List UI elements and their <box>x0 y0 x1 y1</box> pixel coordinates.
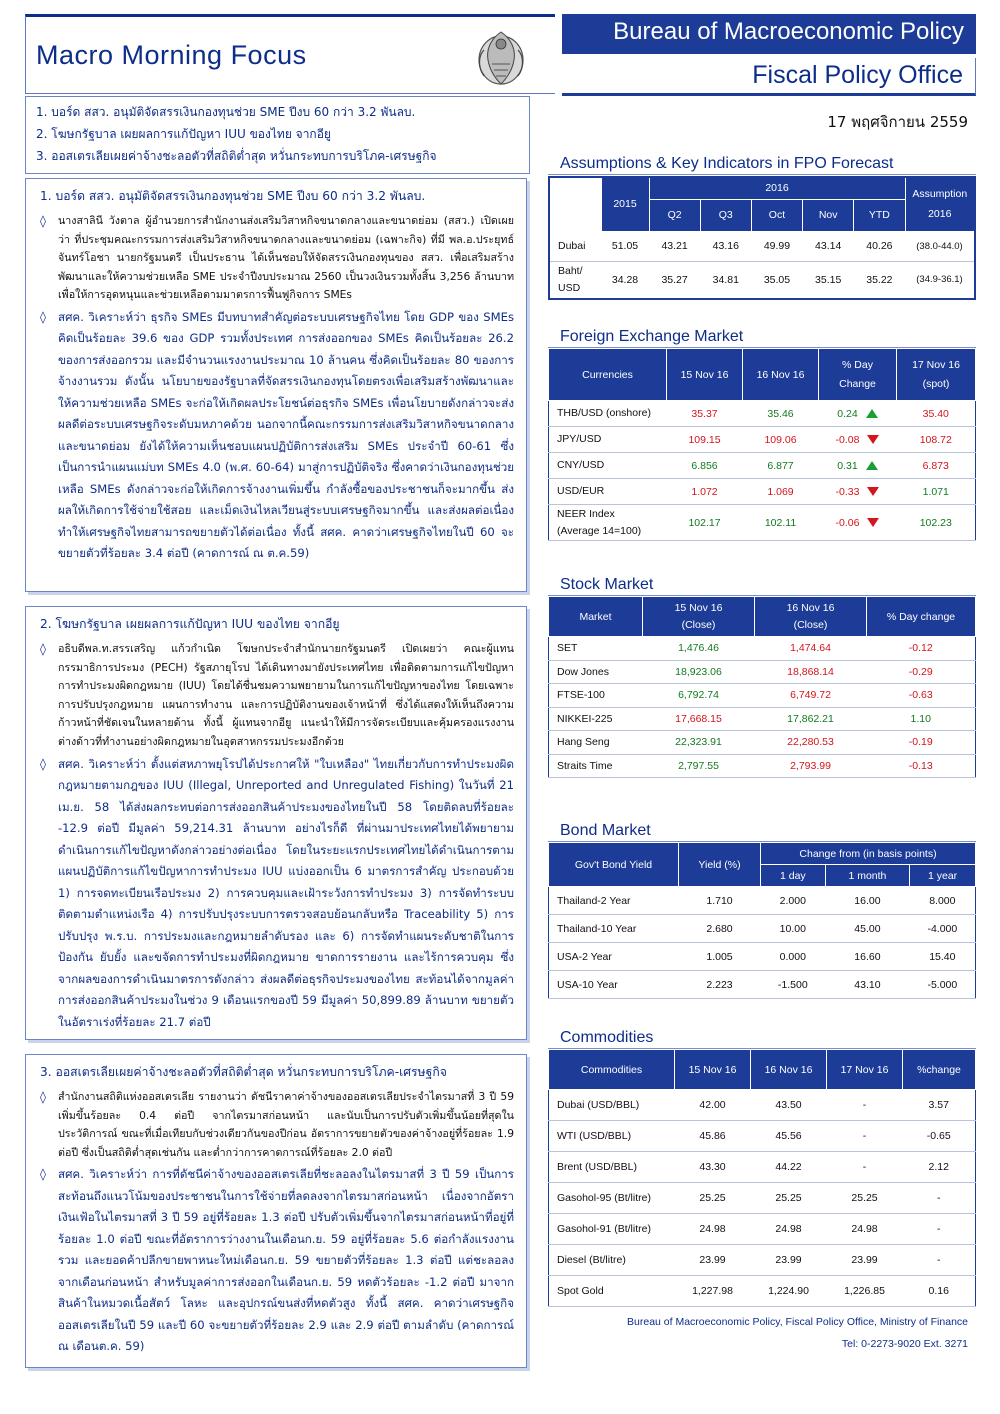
cell: 22,280.53 <box>755 731 867 755</box>
col-header: 17 Nov 16 (spot) <box>897 349 976 401</box>
cell: 23.99 <box>827 1245 903 1276</box>
table-row <box>549 637 976 661</box>
row-label: SET <box>549 637 643 661</box>
cell: -0.13 <box>867 754 976 778</box>
table-row <box>549 707 976 731</box>
cell: -0.08 <box>819 427 897 453</box>
row-label: Spot Gold <box>549 1276 675 1307</box>
table-row <box>549 971 976 999</box>
cell: 102.17 <box>667 505 743 541</box>
row-label: WTI (USD/BBL) <box>549 1121 675 1152</box>
cell: 0.31 <box>819 453 897 479</box>
row-label: Diesel (Bt/litre) <box>549 1245 675 1276</box>
arrow-up-icon <box>866 409 878 418</box>
diamond-bullet-icon: ◊ <box>40 1167 46 1182</box>
cell: -0.12 <box>867 637 976 661</box>
table-row <box>549 943 976 971</box>
assumptions-table <box>548 176 976 300</box>
cell: -1.500 <box>761 971 826 999</box>
cell: -4.000 <box>910 915 976 943</box>
news-analysis: ◊ สศค. วิเคราะห์ว่า การที่ดัชนีค่าจ้างของออสเตรเลียที่ชะลอลงในไตรมาสที่ 3 ปี 59 เป็นการสะท้อนถึงแนวโน้มของประชาชนในการใช้จ่ายที่ลดลงจากไตรมาสก่อนหน้า เนื่องจากอัตราเงินเฟ้อในไตรมาสที่ 3 ปี 59 อยู่ที่ร้อยละ 1.3 ต่อปี ปรับตัวเพิ่มขึ้นจากไตรมาสก่อนหน้าที่อยู่ที่ร้อยละ 1.0 ต่อปี ขณะที่อัตราการว่างงานในเดือนก.ย. 59 อยู่ที่ร้อยละ 5.6 ต่อกำลังแรงงานรวม และยอดค้าปลีกขายพาหนะใหม่เดือนก.ย. 59 ขยายตัวที่ร้อยละ 1.3 ต่อปี แต่ชะลอลงจากเดือนก่อนหน้า สำหรับมูลค่าการส่งออกในเดือนก.ย. 59 หดตัวร้อยละ -1.2 ต่อปี มาจากสินค้าในหมวดเนื้อสัตว์ โลหะ และอุปกรณ์ขนส่งที่หดตัวสูง ทั้งนี้ สศค. คาดว่าเศรษฐกิจออสเตรเลียในปี 59 และปี 60 จะขยายตัวที่ร้อยละ 2.9 และ 2.9 ต่อปี ตามลำดับ (คาดการณ์ ณ เดือนต.ค. 59) <box>40 1164 514 1358</box>
arrow-down-icon <box>867 518 879 527</box>
diamond-bullet-icon: ◊ <box>40 642 46 656</box>
assumptions-title: Assumptions & Key Indicators in FPO Forecast <box>560 155 894 172</box>
table-row <box>549 231 975 261</box>
footer-organization: Bureau of Macroeconomic Policy, Fiscal Policy Office, Ministry of Finance <box>627 1316 968 1328</box>
cell: 10.00 <box>761 915 826 943</box>
cell: 43.16 <box>700 231 751 261</box>
row-label: USA-2 Year <box>549 943 679 971</box>
cell: - <box>827 1152 903 1183</box>
row-label: USA-10 Year <box>549 971 679 999</box>
cell: 49.99 <box>751 231 802 261</box>
col-header: % Day change <box>867 597 976 637</box>
news-fact: ◊ สำนักงานสถิติแห่งออสเตรเลีย รายงานว่า ดัชนีราคาค่าจ้างของออสเตรเลียประจำไตรมาสที่ 3 ปี 59 เพิ่มขึ้นร้อยละ 0.4 ต่อปี จากไตรมาสก่อนหน้า และนับเป็นการปรับตัวเพิ่มขึ้นน้อยที่สุดในประวัติการณ์ ขณะที่เมื่อเทียบกับช่วงเดียวกันของปีก่อน อัตราการขยายตัวของค่าจ้างอยู่ที่ร้อยละ 1.9 ต่อปี ซึ่งเป็นสถิติต่ำสุดเช่นกัน และต่ำกว่าการคาดการณ์ที่ร้อยละ 2.0 ต่อปี <box>40 1090 514 1159</box>
row-label: USD/EUR <box>549 479 667 505</box>
cell: 23.99 <box>751 1245 827 1276</box>
table-row <box>549 427 976 453</box>
commodities-title: Commodities <box>560 1029 654 1046</box>
table-row <box>549 453 976 479</box>
cell: -0.33 <box>819 479 897 505</box>
cell: 6.873 <box>897 453 976 479</box>
row-label: Gasohol-95 (Bt/litre) <box>549 1183 675 1214</box>
col-header: 1 day <box>761 865 826 887</box>
table-row <box>549 731 976 755</box>
row-label: JPY/USD <box>549 427 667 453</box>
bureau-banner <box>562 14 976 54</box>
table-row <box>549 887 976 915</box>
cell: 35.15 <box>815 273 842 286</box>
cell: 25.25 <box>675 1183 751 1214</box>
bond-table <box>548 842 976 999</box>
col-header: Change from (in basis points) <box>761 843 976 865</box>
cell: 35.46 <box>743 401 819 427</box>
col-header: Oct <box>751 199 802 231</box>
office-name: Fiscal Policy Office <box>752 61 963 89</box>
table-row <box>549 684 976 708</box>
cell: (38.0-44.0) <box>905 231 975 261</box>
table-row <box>549 505 976 541</box>
summary-item: 2. โฆษกรัฐบาล เผยผลการแก้ปัญหา IUU ของไทย จากอียู <box>36 127 331 141</box>
row-label: NEER Index (Average 14=100) <box>549 505 667 541</box>
commodities-table <box>548 1049 976 1307</box>
row-label: Gasohol-91 (Bt/litre) <box>549 1214 675 1245</box>
cell: 2,793.99 <box>755 754 867 778</box>
news-article-3 <box>25 1054 527 1368</box>
col-header: Gov't Bond Yield <box>549 843 679 887</box>
cell: - <box>903 1214 976 1245</box>
summary-item: 3. ออสเตรเลียเผยค่าจ้างชะลอตัวที่สถิติต่ำสุด หวั่นกระทบการบริโภค-เศรษฐกิจ <box>36 149 437 163</box>
cell: 2.680 <box>679 915 761 943</box>
fx-table <box>548 348 976 541</box>
col-header: 15 Nov 16 (Close) <box>643 597 755 637</box>
cell: 0.24 <box>819 401 897 427</box>
stock-table <box>548 596 976 778</box>
cell: 35.37 <box>667 401 743 427</box>
row-label: THB/USD (onshore) <box>549 401 667 427</box>
col-header: 1 year <box>910 865 976 887</box>
news-heading: 1. บอร์ด สสว. อนุมัติจัดสรรเงินกองทุนช่วย SME ปีงบ 60 กว่า 3.2 พันลบ. <box>40 189 426 203</box>
col-header: Nov <box>803 199 854 231</box>
table-row <box>549 1245 976 1276</box>
cell: 8.000 <box>910 887 976 915</box>
cell: 1,224.90 <box>751 1276 827 1307</box>
page-title: Macro Morning Focus <box>36 40 307 70</box>
col-header: %change <box>903 1050 976 1090</box>
cell: -0.19 <box>867 731 976 755</box>
fx-title: Foreign Exchange Market <box>560 328 744 345</box>
col-header: 16 Nov 16 <box>743 349 819 401</box>
col-header: 17 Nov 16 <box>827 1050 903 1090</box>
cell: - <box>903 1183 976 1214</box>
cell: 43.30 <box>675 1152 751 1183</box>
table-row <box>549 660 976 684</box>
row-label: Thailand-10 Year <box>549 915 679 943</box>
row-label: NIKKEI-225 <box>549 707 643 731</box>
cell: 1.10 <box>867 707 976 731</box>
cell: 16.00 <box>825 887 910 915</box>
row-label: Hang Seng <box>549 731 643 755</box>
col-header: Q2 <box>649 199 700 231</box>
cell: 23.99 <box>675 1245 751 1276</box>
cell: 45.56 <box>751 1121 827 1152</box>
row-label: Straits Time <box>549 754 643 778</box>
table-row <box>549 1183 976 1214</box>
cell: 43.10 <box>825 971 910 999</box>
cell: 51.05 <box>601 231 649 261</box>
table-row <box>549 261 975 299</box>
cell: 2.000 <box>761 887 826 915</box>
table-row <box>549 1276 976 1307</box>
cell: 25.25 <box>827 1183 903 1214</box>
cell: 2.223 <box>679 971 761 999</box>
cell: 109.06 <box>743 427 819 453</box>
news-analysis: ◊ สศค. วิเคราะห์ว่า ธุรกิจ SMEs มีบทบาทสำคัญต่อระบบเศรษฐกิจไทย โดย GDP ของ SMEs คิดเป็นร้อยละ 39.6 ของ GDP รวมทั้งประเทศ การส่งออกของ SMEs คิดเป็นร้อยละ 26.2 ของการส่งออกรวม และมีจำนวนแรงงานประมาณ 10 ล้านคน ซึ่งคิดเป็นร้อยละ 80 ของการจ้างงานรวม ดังนั้น นโยบายของรัฐบาลที่จัดสรรเงินกองทุนโดยตรงเพื่อเสริมสร้างพัฒนาและให้ความช่วยเหลือ SMEs จะก่อให้เกิดผลประโยชน์ต่อธุรกิจ SMEs เพื่อนโยบายดังกล่าวจะส่งผลดีต่อระบบเศรษฐกิจระดับมหภาคด้วย นอกจากนี้คณะกรรมการส่งเสริมวิสาหกิจขนาดกลางและขนาดย่อม ยังได้ให้ความเห็นชอบแผนปฏิบัติการส่งเสริม SMEs ประจำปี 60-61 ซึ่งเป็นการนำแผนแม่บท SMEs 4.0 (พ.ศ. 60-64) มาสู่การปฏิบัติจริง ซึ่งคาดว่าเงินกองทุนช่วยเหลือ SMEs ดังกล่าวจะก่อให้เกิดการจ้างงานเพิ่มขึ้น กำลังซื้อของประชาชนก็จะมากขึ้น ส่งผลให้เกิดการใช้จ่ายใช้สอย และเม็ดเงินไหลเวียนสู่ระบบเศรษฐกิจมากขึ้น และส่งผลต่อเนื่องทำให้เศรษฐกิจไทยสามารถขยายตัวได้ต่อเนื่อง ทั้งนี้ สศค. คาดว่าเศรษฐกิจไทยในปี 60 จะขยายตัวที่ร้อยละ 3.4 ต่อปี (คาดการณ์ ณ ต.ค.59) <box>40 307 514 565</box>
cell: 102.11 <box>743 505 819 541</box>
arrow-down-icon <box>867 435 879 444</box>
cell: 6.856 <box>667 453 743 479</box>
cell: 0.16 <box>903 1276 976 1307</box>
col-header: 2016 <box>649 177 905 199</box>
cell: 45.86 <box>675 1121 751 1152</box>
cell: 34.81 <box>712 273 739 286</box>
cell: 1.069 <box>743 479 819 505</box>
col-header: 16 Nov 16 <box>751 1050 827 1090</box>
news-fact: ◊ อธิบดีพล.ท.สรรเสริญ แก้วกำเนิด โฆษกประจำสำนักนายกรัฐมนตรี เปิดเผยว่า คณะผู้แทนกรรมาธิการประมง (PECH) รัฐสภายุโรป ได้เดินทางมายังประเทศไทย เพื่อติดตามการแก้ไขปัญหาการทำประมงผิดกฎหมาย (IUU) โดยได้ชื่นชมความพยายามในการแก้ไขปัญหาของไทย โดยเฉพาะการปรับปรุงกฎหมาย แผนการทำงาน และการปฏิบัติงานของเจ้าหน้าที่ ซึ่งได้แสดงให้เห็นถึงความก้าวหน้าที่ชัดเจนในหลายด้าน ทั้งนี้ ผู้แทนจากอียู แนะนำให้มีการจัดระเบียบและคุ้มครองแรงงานต่างด้าวที่ทำงานอย่างผิดกฎหมายในอุตสาหกรรมประมงอีกด้วย <box>40 642 514 748</box>
col-header: Assumption 2016 <box>905 177 975 231</box>
col-header: Commodities <box>549 1050 675 1090</box>
news-heading: 3. ออสเตรเลียเผยค่าจ้างชะลอตัวที่สถิติต่ำสุด หวั่นกระทบการบริโภค-เศรษฐกิจ <box>40 1065 447 1079</box>
footer-phone: Tel: 0-2273-9020 Ext. 3271 <box>841 1338 968 1350</box>
cell: 18,868.14 <box>755 660 867 684</box>
cell: -0.29 <box>867 660 976 684</box>
cell: 6,749.72 <box>755 684 867 708</box>
cell: 6.877 <box>743 453 819 479</box>
col-header: 15 Nov 16 <box>675 1050 751 1090</box>
table-row <box>549 1090 976 1121</box>
table-row <box>549 479 976 505</box>
row-label: Dubai (USD/BBL) <box>549 1090 675 1121</box>
table-row <box>549 915 976 943</box>
cell: - <box>903 1245 976 1276</box>
cell: 42.00 <box>675 1090 751 1121</box>
col-header: Currencies <box>549 349 667 401</box>
cell: 35.27 <box>661 273 688 286</box>
cell: 1,226.85 <box>827 1276 903 1307</box>
cell: 24.98 <box>675 1214 751 1245</box>
row-label: Dow Jones <box>549 660 643 684</box>
arrow-down-icon <box>867 487 879 496</box>
col-header: YTD <box>854 199 905 231</box>
cell: 22,323.91 <box>643 731 755 755</box>
news-heading: 2. โฆษกรัฐบาล เผยผลการแก้ปัญหา IUU ของไทย จากอียู <box>40 617 340 631</box>
row-label: Thailand-2 Year <box>549 887 679 915</box>
cell: 24.98 <box>751 1214 827 1245</box>
cell: 35.22 <box>866 273 893 286</box>
cell: 1.072 <box>667 479 743 505</box>
office-banner <box>562 58 976 96</box>
cell: 6,792.74 <box>643 684 755 708</box>
cell: -5.000 <box>910 971 976 999</box>
news-article-2 <box>25 606 527 1040</box>
table-row <box>549 754 976 778</box>
news-fact: ◊ นางสาลินี วังตาล ผู้อำนวยการสำนักงานส่งเสริมวิสาหกิจขนาดกลางและขนาดย่อม (สสว.) เปิดเผยว่า ที่ประชุมคณะกรรมการส่งเสริมวิสาหกิจขนาดกลางและขนาดย่อม (เฉพาะกิจ) ที่มี พล.อ.ประยุทธ์ จันทร์โอชา นายกรัฐมนตรี เป็นประธาน ได้เห็นชอบให้จัดสรรเงินกองทุนของ สสว. เพื่อเสริมสร้างพัฒนาและให้ความช่วยเหลือ SME ประจำปีงบประมาณ 2560 เป็นวงเงินรวมทั้งสิ้น 3,256 ล้านบาท เพื่อให้การอุดหนุนและช่วยเหลือตามมาตรการฟื้นฟูกิจการ SMEs <box>40 214 514 302</box>
cell: 1.005 <box>679 943 761 971</box>
cell: 2,797.55 <box>643 754 755 778</box>
row-label: Dubai <box>549 231 601 261</box>
cell: 35.40 <box>897 401 976 427</box>
cell: 43.14 <box>803 231 854 261</box>
cell: 108.72 <box>897 427 976 453</box>
row-label: FTSE-100 <box>549 684 643 708</box>
cell: 43.50 <box>751 1090 827 1121</box>
table-row <box>549 1121 976 1152</box>
cell: 16.60 <box>825 943 910 971</box>
summary-item: 1. บอร์ด สสว. อนุมัติจัดสรรเงินกองทุนช่วย SME ปีงบ 60 กว่า 3.2 พันลบ. <box>36 105 416 119</box>
cell: 25.25 <box>751 1183 827 1214</box>
row-label: Baht/ USD <box>558 264 583 294</box>
cell: 2.12 <box>903 1152 976 1183</box>
col-header: 1 month <box>825 865 910 887</box>
news-article-1 <box>25 178 527 592</box>
row-label: Brent (USD/BBL) <box>549 1152 675 1183</box>
diamond-bullet-icon: ◊ <box>40 756 46 771</box>
cell: 43.21 <box>649 231 700 261</box>
cell: 1,227.98 <box>675 1276 751 1307</box>
cell: 1,474.64 <box>755 637 867 661</box>
cell: -0.63 <box>867 684 976 708</box>
cell: - <box>827 1090 903 1121</box>
table-row <box>549 1214 976 1245</box>
news-analysis: ◊ สศค. วิเคราะห์ว่า ตั้งแต่สหภาพยุโรปได้ประกาศให้ "ใบเหลือง" ไทยเกี่ยวกับการทำประมงผิดกฎหมายตามกฎของ IUU (Illegal, Unreported and Unregulated Fishing) ในวันที่ 21 เม.ย. 58 ได้ส่งผลกระทบต่อการส่งออกสินค้าประมงของไทยในปี 58 โดยติดลบที่ร้อยละ -12.9 ต่อปี มีมูลค่า 59,214.31 ล้านบาท อย่างไรก็ดี ที่ผ่านมาประเทศไทยได้พยายามดำเนินการแก้ไขปัญหาดังกล่าวอย่างต่อเนื่อง โดยในระยะแรกประเทศไทยได้ดำเนินการตามแผนปฏิบัติการแก้ไขปัญหาการทำประมง IUU แบ่งออกเป็น 6 มาตรการสำคัญ ประกอบด้วย 1) การจดทะเบียนเรือประมง 2) การควบคุมและเฝ้าระวังการทำประมง 3) การจัดทำระบบติดตามตำแหน่งเรือ 4) การปรับปรุงระบบการตรวจสอบย้อนกลับหรือ Traceability 5) การปรับปรุง พ.ร.บ. การประมงและกฎหมายลำดับรอง และ 6) การจัดทำแผนระดับชาติในการป้องกัน ยับยั้ง และขจัดการทำประมงที่ผิดกฎหมาย ขาดการรายงาน และไร้การควบคุม ซึ่งจากผลของการดำเนินมาตรการดังกล่าว ส่งผลดีต่อธุรกิจประมงของไทย สะท้อนได้จากมูลค่าการส่งออกสินค้าประมงในช่วง 9 เดือนแรกของปี 59 มีมูลค่า 50,899.89 ล้านบาท ขยายตัวในอัตราเร่งที่ร้อยละ 21.7 ต่อปี <box>40 754 514 1034</box>
headline-summary <box>25 96 530 174</box>
cell: 44.22 <box>751 1152 827 1183</box>
table-row <box>549 401 976 427</box>
diamond-bullet-icon: ◊ <box>40 309 46 324</box>
diamond-bullet-icon: ◊ <box>40 1090 46 1104</box>
cell: 34.28 <box>611 273 639 286</box>
garuda-logo-icon <box>470 20 532 90</box>
col-header: Q3 <box>700 199 751 231</box>
cell: 35.05 <box>763 273 791 286</box>
cell: -0.06 <box>819 505 897 541</box>
cell: 24.98 <box>827 1214 903 1245</box>
row-label: CNY/USD <box>549 453 667 479</box>
cell: 17,862.21 <box>755 707 867 731</box>
bond-title: Bond Market <box>560 822 651 839</box>
cell: 1.710 <box>679 887 761 915</box>
cell: 3.57 <box>903 1090 976 1121</box>
stock-title: Stock Market <box>560 576 654 593</box>
cell: 1.071 <box>897 479 976 505</box>
col-header: 2015 <box>601 177 649 231</box>
cell: 40.26 <box>854 231 905 261</box>
cell: 0.000 <box>761 943 826 971</box>
table-row <box>549 1152 976 1183</box>
cell: 15.40 <box>910 943 976 971</box>
diamond-bullet-icon: ◊ <box>40 214 46 228</box>
cell: 102.23 <box>897 505 976 541</box>
cell: 109.15 <box>667 427 743 453</box>
cell: 1,476.46 <box>643 637 755 661</box>
col-header: Yield (%) <box>679 843 761 887</box>
cell: - <box>827 1121 903 1152</box>
cell: -0.65 <box>903 1121 976 1152</box>
cell: 18,923.06 <box>643 660 755 684</box>
col-header: % Day Change <box>819 349 897 401</box>
divider <box>548 174 976 175</box>
col-header: 15 Nov 16 <box>667 349 743 401</box>
col-header: 16 Nov 16 (Close) <box>755 597 867 637</box>
report-date: 17 พฤศจิกายน 2559 <box>827 113 968 131</box>
bureau-name: Bureau of Macroeconomic Policy <box>613 18 964 45</box>
cell: (34.9-36.1) <box>916 274 963 286</box>
arrow-up-icon <box>866 461 878 470</box>
cell: 17,668.15 <box>643 707 755 731</box>
cell: 45.00 <box>825 915 910 943</box>
col-header: Market <box>549 597 643 637</box>
